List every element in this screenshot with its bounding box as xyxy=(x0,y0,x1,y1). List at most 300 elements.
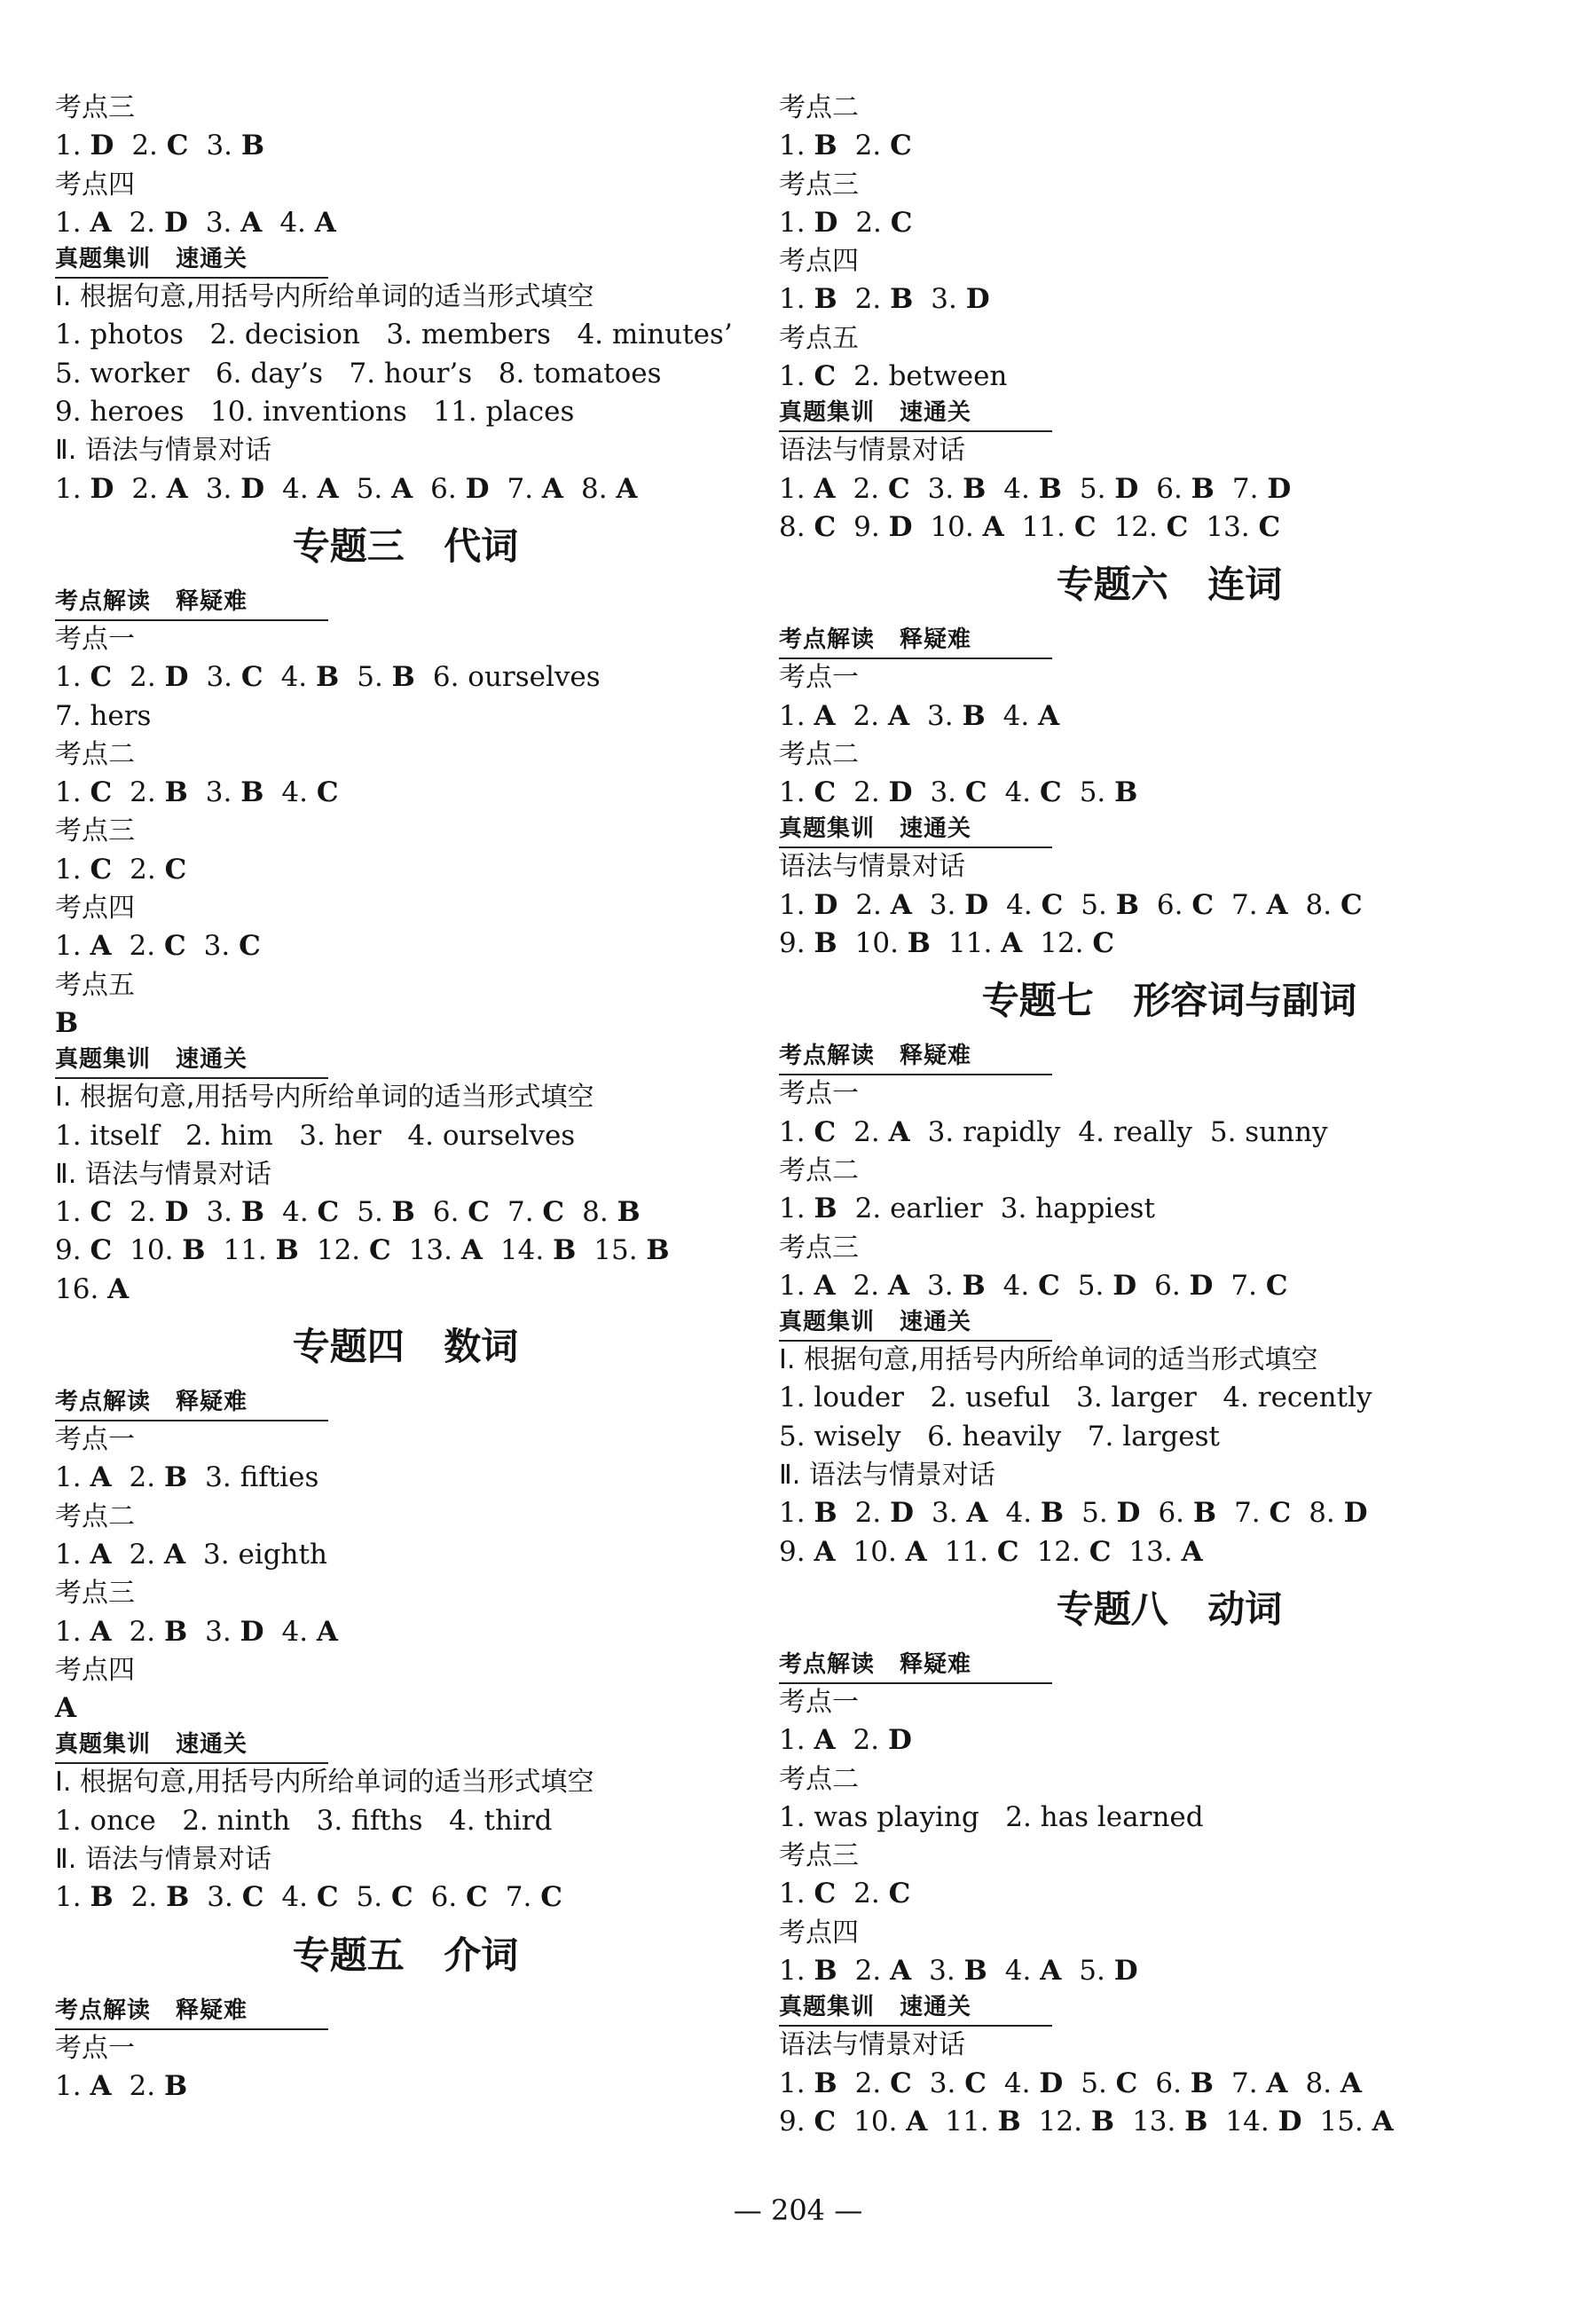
answer-item xyxy=(55,1878,114,1917)
answer-number: 1. xyxy=(779,130,814,162)
answer-letter: C xyxy=(1115,2067,1138,2099)
answer-letter: C xyxy=(90,1234,113,1267)
answer-item xyxy=(1225,2103,1301,2141)
answer-item xyxy=(855,925,931,963)
answer-letter: B xyxy=(1191,472,1215,505)
answer-line xyxy=(55,1232,756,1270)
answer-letter: B xyxy=(164,776,188,809)
answer-letter: A xyxy=(905,1535,927,1568)
answer-line xyxy=(55,1689,756,1728)
answer-number: 1. xyxy=(779,888,814,921)
answer-letter: B xyxy=(890,283,914,316)
point-label: 考点一 xyxy=(55,1424,135,1456)
answer-number: 5. xyxy=(1079,472,1115,505)
answer-item xyxy=(1078,1267,1136,1305)
section-label-text: 真题集训 速通关 xyxy=(55,1043,328,1079)
answer-item xyxy=(930,2065,987,2103)
answer-item xyxy=(779,886,837,925)
answer-line: 1. once 2. ninth 3. fifths 4. third xyxy=(55,1804,553,1837)
answer-number: 8. xyxy=(580,472,617,505)
answer-letter: D xyxy=(1112,1269,1137,1302)
answer-line xyxy=(779,1267,1560,1305)
answer-letter: B xyxy=(55,1006,79,1039)
answer-item xyxy=(1005,774,1062,812)
answer-item xyxy=(930,886,988,925)
answer-number: 1. xyxy=(55,1881,90,1914)
answer-number: 2. xyxy=(130,776,165,809)
answer-item xyxy=(1079,1952,1137,1990)
answer-letter: C xyxy=(390,1881,413,1914)
answer-number: 16. xyxy=(55,1272,108,1305)
answer-line xyxy=(55,127,756,165)
answer-item xyxy=(853,358,1007,396)
answer-letter: B xyxy=(182,1234,206,1267)
point-label: 考点二 xyxy=(779,1763,859,1795)
answer-number: 13. xyxy=(1128,1535,1182,1568)
answer-number: 7. xyxy=(1231,888,1267,921)
answer-item xyxy=(779,2065,837,2103)
answer-line xyxy=(779,697,1560,736)
answer-letter: C xyxy=(1073,510,1097,543)
point-label: 考点三 xyxy=(779,169,859,201)
answer-line xyxy=(55,1004,756,1043)
answer-line: 5. worker 6. day’s 7. hour’s 8. tomatoes xyxy=(55,357,662,390)
point-label: 考点一 xyxy=(55,623,135,655)
answer-item xyxy=(206,658,263,697)
point-label: 考点二 xyxy=(55,738,135,770)
section-label-text: 真题集训 速通关 xyxy=(779,812,1052,848)
answer-number: 5. xyxy=(1081,2067,1116,2099)
answer-word: happiest xyxy=(1035,1193,1155,1225)
answer-number: 1. xyxy=(55,930,90,963)
answer-letter: C xyxy=(996,1535,1019,1568)
answer-letter: D xyxy=(1114,472,1139,505)
answer-item xyxy=(55,470,114,508)
answer-letter: B xyxy=(814,1954,837,1987)
instruction: 语法与情景对话 xyxy=(779,2029,965,2061)
answer-number: 5. xyxy=(356,1881,391,1914)
answer-letter: B xyxy=(1038,472,1062,505)
answer-letter: A xyxy=(317,472,339,505)
answer-number: 4. xyxy=(1005,1497,1041,1530)
answer-item xyxy=(853,2103,927,2141)
answer-number: 6. xyxy=(1158,1497,1193,1530)
answer-item xyxy=(927,697,986,736)
answer-number: 3. xyxy=(207,1881,242,1914)
answer-letter: A xyxy=(107,1272,130,1305)
answer-line xyxy=(55,1193,756,1232)
answer-item xyxy=(855,204,912,242)
answer-letter: B xyxy=(240,1196,265,1229)
answer-letter: D xyxy=(240,472,265,505)
point-label: 考点三 xyxy=(779,1232,859,1264)
answer-number: 2. xyxy=(131,130,167,162)
answer-letter: B xyxy=(1190,2067,1214,2099)
answer-letter: B xyxy=(166,1881,190,1914)
answer-number: 2. xyxy=(131,472,167,505)
answer-number: 6. xyxy=(1154,1269,1190,1302)
answer-letter: C xyxy=(90,776,113,809)
answer-letter: B xyxy=(617,1196,641,1229)
answer-number: 1. xyxy=(55,1615,90,1648)
answer-number: 2. xyxy=(854,130,891,162)
answer-letter: C xyxy=(317,1196,340,1229)
answer-number: 11. xyxy=(948,927,1002,960)
answer-number: 6. xyxy=(1156,472,1191,505)
answer-number: 2. xyxy=(130,1196,165,1229)
answer-number: 3. xyxy=(930,776,965,809)
answer-letter: D xyxy=(1267,472,1292,505)
answer-number: 11. xyxy=(1021,510,1074,543)
section-label xyxy=(55,585,756,620)
answer-number: 2. xyxy=(130,1881,167,1914)
answer-item xyxy=(55,1536,112,1574)
answer-item xyxy=(855,886,912,925)
answer-number: 7. xyxy=(507,472,542,505)
answer-item xyxy=(945,2103,1020,2141)
answer-item xyxy=(206,127,264,165)
answer-number: 2. xyxy=(853,776,889,809)
section-label xyxy=(55,1994,756,2029)
answer-letter: C xyxy=(1038,1269,1060,1302)
answer-item xyxy=(281,774,338,812)
answer-number: 4. xyxy=(1003,472,1039,505)
answer-item xyxy=(779,280,837,319)
answer-number: 6. xyxy=(1155,2067,1191,2099)
answer-item xyxy=(55,127,114,165)
answer-number: 14. xyxy=(1225,2105,1278,2138)
answer-letter: B xyxy=(1115,888,1139,921)
topic-heading: 专题六 连词 xyxy=(1056,563,1283,607)
answer-number: 2. xyxy=(129,1461,164,1494)
section-label-text: 考点解读 释疑难 xyxy=(779,1039,1052,1075)
answer-number: 8. xyxy=(1309,1497,1344,1530)
answer-number: 8. xyxy=(582,1196,617,1229)
answer-letter: A xyxy=(887,699,909,732)
point-label: 考点二 xyxy=(779,738,859,770)
answer-line xyxy=(779,508,1560,547)
answer-item xyxy=(1003,470,1062,508)
answer-item xyxy=(55,927,112,965)
answer-number: 7. xyxy=(1230,2067,1267,2099)
section-label xyxy=(779,623,1560,658)
section-label xyxy=(55,1385,756,1421)
answer-number: 3. xyxy=(927,1115,963,1148)
answer-number: 1. xyxy=(779,1193,814,1225)
answer-number: 3. xyxy=(929,1954,964,1987)
answer-item xyxy=(203,1536,327,1574)
point-label: 考点四 xyxy=(779,246,859,278)
answer-item xyxy=(855,1190,983,1228)
answer-item xyxy=(1158,1494,1216,1532)
answer-number: 2. xyxy=(854,2067,891,2099)
answer-number: 6. xyxy=(430,1881,467,1914)
answer-item xyxy=(945,1533,1019,1571)
answer-number: 2. xyxy=(129,1538,164,1571)
answer-word: ourselves xyxy=(468,661,601,694)
answer-number: 11. xyxy=(944,1535,997,1568)
answer-letter: A xyxy=(90,1461,112,1494)
answer-number: 4. xyxy=(1003,2067,1040,2099)
answer-letter: A xyxy=(1181,1535,1203,1568)
answer-line xyxy=(55,1459,756,1497)
answer-letter: C xyxy=(166,130,189,162)
answer-word: rapidly xyxy=(963,1115,1061,1148)
answer-item xyxy=(594,1232,669,1270)
answer-line xyxy=(55,1271,756,1309)
answer-letter: B xyxy=(1184,2105,1208,2138)
answer-number: 1. xyxy=(779,1724,814,1757)
answer-item xyxy=(55,851,112,889)
answer-letter: A xyxy=(887,1269,909,1302)
answer-item xyxy=(855,1494,914,1532)
answer-number: 11. xyxy=(223,1234,276,1267)
answer-letter: A xyxy=(1266,2067,1288,2099)
point-label: 考点五 xyxy=(779,322,859,354)
answer-letter: A xyxy=(90,930,112,963)
answer-number: 1. xyxy=(779,1497,814,1530)
instruction: Ⅱ. 语法与情景对话 xyxy=(55,435,271,467)
answer-item xyxy=(317,1232,391,1270)
answer-line xyxy=(779,886,1560,925)
answer-line: 1. louder 2. useful 3. larger 4. recently xyxy=(779,1382,1372,1414)
answer-number: 2. xyxy=(129,1615,164,1648)
answer-letter: B xyxy=(814,927,837,960)
point-label: 考点一 xyxy=(779,1686,859,1718)
answer-item xyxy=(1005,1494,1064,1532)
answer-letter: B xyxy=(814,1497,837,1530)
answer-item xyxy=(55,1193,112,1232)
answer-letter: A xyxy=(314,206,336,239)
point-label: 考点一 xyxy=(779,662,859,694)
answer-letter: C xyxy=(468,1196,490,1229)
answer-number: 6. xyxy=(430,472,466,505)
answer-letter: C xyxy=(1040,776,1062,809)
answer-number: 2. xyxy=(853,1269,888,1302)
answer-item xyxy=(779,1494,837,1532)
answer-item xyxy=(430,470,489,508)
answer-number: 10. xyxy=(853,1535,906,1568)
answer-item xyxy=(855,2065,912,2103)
answer-letter: A xyxy=(1372,2105,1394,2138)
answer-item xyxy=(206,1193,264,1232)
answer-item xyxy=(357,658,415,697)
answer-letter: D xyxy=(1113,1954,1138,1987)
answer-item xyxy=(1001,1190,1155,1228)
answer-letter: C xyxy=(240,661,263,694)
answer-item xyxy=(853,1114,910,1152)
answer-number: 3. xyxy=(927,1269,963,1302)
answer-item xyxy=(500,1232,576,1270)
answer-letter: B xyxy=(163,2069,188,2102)
answer-number: 12. xyxy=(1040,927,1093,960)
answer-letter: D xyxy=(814,206,838,239)
answer-letter: B xyxy=(814,283,837,316)
answer-line xyxy=(55,2067,756,2106)
answer-number: 9. xyxy=(779,927,814,960)
answer-number: 1. xyxy=(779,699,814,732)
section-label xyxy=(779,1990,1560,2026)
answer-letter: C xyxy=(1258,510,1281,543)
answer-item xyxy=(130,1232,205,1270)
answer-number: 1. xyxy=(55,661,90,694)
answer-line xyxy=(779,1875,1560,1913)
answer-number: 4. xyxy=(281,1615,317,1648)
answer-word: sunny xyxy=(1245,1115,1328,1148)
answer-item xyxy=(130,851,186,889)
answer-letter: B xyxy=(1090,2105,1115,2138)
section-label-text: 考点解读 释疑难 xyxy=(55,1385,328,1421)
answer-letter: B xyxy=(997,2105,1021,2138)
answer-number: 3. xyxy=(206,1196,241,1229)
answer-item xyxy=(779,1952,837,1990)
answer-item xyxy=(779,697,836,736)
answer-item xyxy=(855,280,914,319)
answer-line xyxy=(779,1721,1560,1760)
answer-number: 7. xyxy=(1234,1497,1270,1530)
answer-letter: A xyxy=(890,888,912,921)
answer-letter: D xyxy=(164,661,189,694)
answer-line xyxy=(779,1952,1560,1990)
answer-number: 2. xyxy=(853,1878,889,1910)
answer-letter: B xyxy=(814,130,837,162)
answer-number: 1. xyxy=(779,1115,814,1148)
point-label: 考点二 xyxy=(55,1500,135,1532)
answer-number: 5. xyxy=(1079,776,1115,809)
answer-item xyxy=(431,1878,488,1917)
answer-item xyxy=(779,1875,836,1913)
answer-letter: D xyxy=(164,1196,189,1229)
answer-letter: B xyxy=(275,1234,299,1267)
point-label: 考点四 xyxy=(55,1654,135,1686)
answer-item xyxy=(779,1267,836,1305)
answer-line xyxy=(779,774,1560,812)
answer-item xyxy=(206,470,264,508)
answer-letter: C xyxy=(90,661,113,694)
answer-item xyxy=(930,774,987,812)
answer-item xyxy=(927,1267,986,1305)
answer-item xyxy=(855,1952,912,1990)
instruction: Ⅰ. 根据句意,用括号内所给单词的适当形式填空 xyxy=(55,1767,594,1799)
answer-letter: A xyxy=(391,472,413,505)
answer-number: 9. xyxy=(55,1234,90,1267)
answer-line xyxy=(55,774,756,812)
answer-item xyxy=(205,1613,263,1651)
answer-item xyxy=(55,1232,112,1270)
answer-item xyxy=(281,658,340,697)
answer-item xyxy=(1004,2065,1063,2103)
answer-item xyxy=(853,1533,927,1571)
answer-line xyxy=(55,470,756,508)
answer-letter: D xyxy=(965,283,990,316)
answer-number: 4. xyxy=(281,1881,317,1914)
answer-item xyxy=(223,1232,298,1270)
answer-number: 8. xyxy=(779,510,814,543)
instruction: Ⅰ. 根据句意,用括号内所给单词的适当形式填空 xyxy=(779,1344,1318,1376)
answer-letter: A xyxy=(966,1497,988,1530)
answer-item xyxy=(279,204,336,242)
answer-item xyxy=(206,204,263,242)
answer-letter: C xyxy=(814,1878,837,1910)
section-label-text: 考点解读 释疑难 xyxy=(779,623,1052,659)
answer-number: 2. xyxy=(853,699,888,732)
answer-number: 2. xyxy=(854,1193,891,1225)
answer-letter: A xyxy=(814,1269,836,1302)
answer-item xyxy=(1006,886,1063,925)
answer-number: 9. xyxy=(779,2105,814,2138)
answer-number: 4. xyxy=(1004,1954,1041,1987)
answer-number: 3. xyxy=(205,206,241,239)
answer-item xyxy=(507,1193,564,1232)
answer-line: 5. wisely 6. heavily 7. largest xyxy=(779,1420,1220,1453)
answer-number: 1. xyxy=(55,1196,90,1229)
answer-number: 4. xyxy=(279,206,315,239)
answer-item xyxy=(1306,886,1363,925)
answer-number: 7. xyxy=(505,1881,541,1914)
answer-number: 12. xyxy=(1036,1535,1089,1568)
answer-item xyxy=(931,280,989,319)
answer-item xyxy=(1210,1114,1328,1152)
answer-number: 13. xyxy=(1206,510,1259,543)
answer-line xyxy=(779,2103,1560,2141)
instruction: Ⅱ. 语法与情景对话 xyxy=(55,1843,271,1875)
topic-heading: 专题八 动词 xyxy=(1056,1587,1283,1631)
answer-letter: C xyxy=(887,472,910,505)
answer-item xyxy=(1132,2103,1207,2141)
answer-item xyxy=(1081,2065,1137,2103)
answer-number: 6. xyxy=(432,661,468,694)
answer-letter: D xyxy=(888,510,913,543)
answer-number: 3. xyxy=(205,472,241,505)
answer-line xyxy=(779,280,1560,319)
answer-item xyxy=(779,1114,836,1152)
answer-number: 2. xyxy=(129,930,164,963)
point-label: 考点三 xyxy=(55,92,135,123)
answer-number: 4. xyxy=(1004,776,1041,809)
answer-item xyxy=(929,1952,987,1990)
answer-item xyxy=(853,774,912,812)
answer-item xyxy=(507,470,563,508)
answer-number: 9. xyxy=(779,1535,814,1568)
answer-item xyxy=(930,508,1003,547)
answer-item xyxy=(779,2103,836,2141)
answer-number: 4. xyxy=(1078,1115,1113,1148)
answer-item xyxy=(1319,2103,1393,2141)
answer-item xyxy=(779,470,836,508)
answer-letter: A xyxy=(166,472,188,505)
answer-letter: C xyxy=(1265,1269,1288,1302)
answer-letter: A xyxy=(240,206,263,239)
section-label xyxy=(55,242,756,278)
answer-line xyxy=(779,1190,1560,1228)
answer-letter: D xyxy=(1189,1269,1214,1302)
answer-number: 12. xyxy=(316,1234,369,1267)
answer-letter: B xyxy=(391,661,415,694)
instruction: Ⅱ. 语法与情景对话 xyxy=(779,1460,995,1492)
right-column xyxy=(779,89,1560,2141)
answer-item xyxy=(1003,1267,1060,1305)
answer-item xyxy=(1078,1114,1191,1152)
point-label: 考点四 xyxy=(779,1917,859,1949)
section-label-text: 真题集训 速通关 xyxy=(779,396,1052,432)
answer-item xyxy=(1231,2065,1288,2103)
answer-item xyxy=(55,1271,129,1309)
answer-item xyxy=(928,470,987,508)
answer-item xyxy=(131,1878,190,1917)
answer-letter: C xyxy=(814,1115,837,1148)
answer-number: 1. xyxy=(779,1269,814,1302)
answer-item xyxy=(1039,2103,1114,2141)
